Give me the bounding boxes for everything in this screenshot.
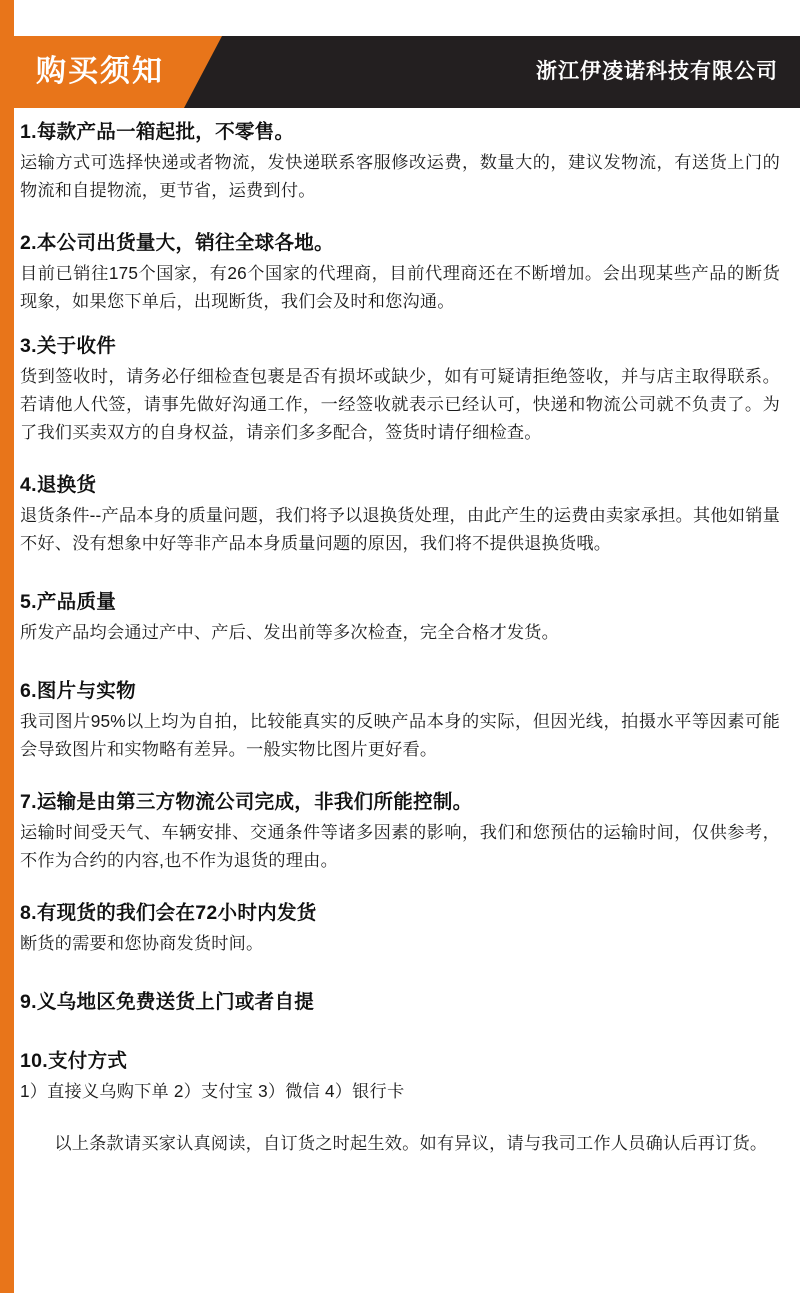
section-9 xyxy=(20,988,780,1017)
section-4-title: 4.退换货 xyxy=(20,473,97,496)
section-1-body: 运输方式可选择快递或者物流，发快递联系客服修改运费，数量大的，建议发物流，有送货上门的物流和自提物流，更节省，运费到付。 xyxy=(20,152,780,201)
section-4-body: 退货条件--产品本身的质量问题，我们将予以退换货处理，由此产生的运费由卖家承担。其他如销量不好、没有想象中好等非产品本身质量问题的原因，我们将不提供退换货哦。 xyxy=(20,505,780,553)
section-10 xyxy=(20,1047,780,1106)
section-8 xyxy=(20,899,780,958)
spacer xyxy=(20,962,780,988)
spacer xyxy=(20,562,780,588)
section-6 xyxy=(20,677,780,764)
spacer xyxy=(20,879,780,899)
section-7 xyxy=(20,788,780,875)
company-name: 浙江伊凌诺科技有限公司 xyxy=(536,60,778,83)
section-1-title: 1.每款产品一箱起批，不零售。 xyxy=(20,121,295,143)
header-badge-label: 购买须知 xyxy=(36,55,164,88)
section-2 xyxy=(20,229,780,316)
section-3 xyxy=(20,332,780,447)
spacer xyxy=(20,209,780,229)
section-3-title: 3.关于收件 xyxy=(20,334,117,357)
notice-content xyxy=(20,118,780,1158)
section-10-title: 10.支付方式 xyxy=(20,1050,128,1073)
section-4 xyxy=(20,471,780,558)
section-5 xyxy=(20,588,780,647)
spacer xyxy=(20,451,780,471)
section-3-body: 货到签收时，请务必仔细检查包裹是否有损坏或缺少，如有可疑请拒绝签收，并与店主取得联系。若请他人代签，请事先做好沟通工作，一经签收就表示已经认可，快递和物流公司就不负责了。为了我们买卖双方的自身权益，请亲们多多配合，签货时请仔细检查。 xyxy=(20,366,780,442)
section-1 xyxy=(20,118,780,205)
section-2-body: 目前已销往175个国家，有26个国家的代理商，目前代理商还在不断增加。会出现某些产品的断货现象，如果您下单后，出现断货，我们会及时和您沟通。 xyxy=(20,263,780,312)
section-6-title: 6.图片与实物 xyxy=(20,679,136,702)
section-7-body: 运输时间受天气、车辆安排、交通条件等诸多因素的影响，我们和您预估的运输时间，仅供参考，不作为合约的内容,也不作为退货的理由。 xyxy=(20,822,780,870)
section-2-title: 2.本公司出货量大，销往全球各地。 xyxy=(20,231,334,254)
spacer xyxy=(20,1021,780,1047)
section-5-body: 所发产品均会通过产中、产后、发出前等多次检查，完全合格才发货。 xyxy=(20,621,560,642)
spacer xyxy=(20,768,780,788)
page-header xyxy=(14,36,800,108)
spacer xyxy=(20,320,780,332)
section-7-title: 7.运输是由第三方物流公司完成，非我们所能控制。 xyxy=(20,790,473,813)
section-10-body: 1）直接义乌购下单 2）支付宝 3）微信 4）银行卡 xyxy=(20,1081,405,1102)
spacer xyxy=(20,1110,780,1130)
section-6-body: 我司图片95%以上均为自拍，比较能真实的反映产品本身的实际，但因光线，拍摄水平等因素可能会导致图片和实物略有差异。一般实物比图片更好看。 xyxy=(20,711,780,759)
left-accent-stripe xyxy=(0,0,14,1293)
footer-note: 以上条款请买家认真阅读，自订货之时起生效。如有异议，请与我司工作人员确认后再订货。 xyxy=(54,1133,768,1154)
section-5-title: 5.产品质量 xyxy=(20,590,117,613)
spacer xyxy=(20,651,780,677)
section-8-body: 断货的需要和您协商发货时间。 xyxy=(20,933,264,954)
section-9-title: 9.义乌地区免费送货上门或者自提 xyxy=(20,990,315,1013)
section-8-title: 8.有现货的我们会在72小时内发货 xyxy=(20,901,317,924)
